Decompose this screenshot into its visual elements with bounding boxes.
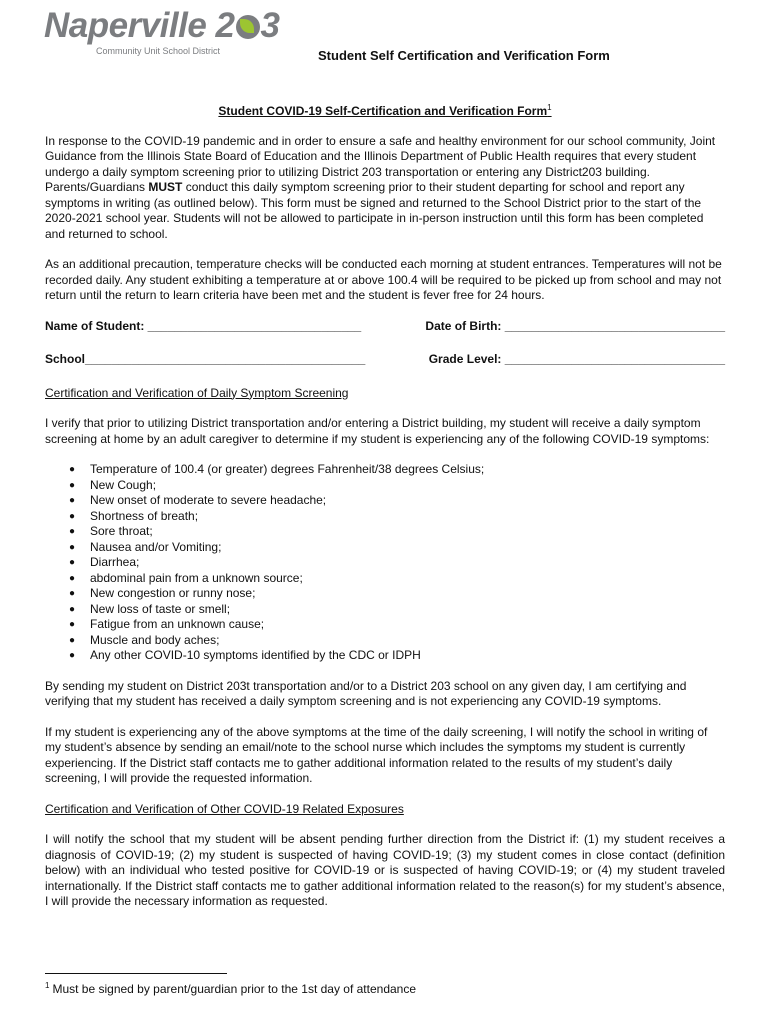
school-field[interactable]: School__________________________________________: [45, 352, 366, 366]
list-item: ● Fatigue from an unknown cause;: [69, 617, 725, 633]
footnote-ref[interactable]: 1: [547, 103, 552, 112]
student-name-field[interactable]: Name of Student: ________________________________: [45, 318, 362, 333]
notify-paragraph: If my student is experiencing any of the above symptoms at the time of the daily screening, I will notify the school in writing of my student’s absence by sending an email/note to the school nurse which includes the symptoms my student is currently experiencing. If the District staff contacts me to gather additional information related to the results of my student’s daily screening, I will provide the requested information.: [45, 724, 708, 785]
footnote-divider: [45, 973, 227, 974]
list-item: ● New congestion or runny nose;: [69, 586, 725, 602]
school-grade-row: [45, 352, 725, 368]
certify-paragraph: By sending my student on District 203t transportation and/or to a District 203 school on any given day, I am certifying and verifying that my student has received a daily symptom screening and is not experiencing any COVID-19 symptoms.: [45, 678, 687, 708]
logo-apple-icon: [236, 15, 260, 39]
list-item: ● Nausea and/or Vomiting;: [69, 540, 725, 556]
section-heading-symptom-screening: Certification and Verification of Daily Symptom Screening: [45, 385, 349, 400]
temperature-paragraph: As an additional precaution, temperature checks will be conducted each morning at student entrances. Temperatures will not be recorded daily. Any student exhibiting a temperature at or above 100.4 will be required to be picked up from school and may not return until the return to learn criteria have been met and the student is fever free for 24 hours.: [45, 257, 722, 302]
screening-intro: I verify that prior to utilizing District transportation and/or entering a District building, my student will receive a daily symptom screening at home by an adult caregiver to determine if my student is experiencing any of the following COVID-19 symptoms:: [45, 416, 710, 446]
list-item: ● Shortness of breath;: [69, 509, 725, 525]
symptom-list: [45, 462, 725, 664]
form-body: [45, 100, 725, 925]
list-item: ● New Cough;: [69, 478, 725, 494]
student-name-row: [45, 319, 725, 335]
form-title: Student COVID-19 Self-Certification and Verification Form$^1$: [218, 103, 552, 118]
list-item: ● Temperature of 100.4 (or greater) degrees Fahrenheit/38 degrees Celsius;: [69, 462, 725, 478]
exposures-paragraph: I will notify the school that my student will be absent pending further direction from the District if: (1) my student receives a diagnosis of COVID-19; (2) my student is suspected of having COVID-19; (3) my student comes in close contact (definition below) with an individual who tested positive for COVID-19 or is suspected of having COVID-19; or (4) my student traveled internationally. If the District staff contacts me to gather additional information related to the reason(s) for my student’s absence, I will provide the necessary information as requested.: [45, 832, 725, 908]
grade-level-field[interactable]: Grade Level: _________________________________: [428, 352, 725, 366]
intro-paragraph: In response to the COVID-19 pandemic and in order to ensure a safe and healthy environment for our school community, Joint Guidance from the Illinois State Board of Education and the Illinois Department of Public Health requires that every student undergo a daily symptom screening prior to utilizing District 203 transportation or entering any District203 building. Parents/Guardians MUST conduct this daily symptom screening prior to their student departing for school and report any symptoms in writing (as outlined below). This form must be signed and returned to the School District prior to the start of the 2020-2021 school year. Students will not be allowed to participate in in-person instruction until this form has been completed and returned to school.: [45, 133, 716, 241]
logo-wordmark: Naperville 2 3: [44, 6, 280, 45]
list-item: ● New onset of moderate to severe headache;: [69, 493, 725, 509]
date-of-birth-field[interactable]: Date of Birth: _________________________________: [425, 318, 725, 333]
list-item: ● Sore throat;: [69, 524, 725, 540]
district-logo: [44, 6, 280, 62]
section-heading-exposures: Certification and Verification of Other COVID-19 Related Exposures: [45, 801, 404, 816]
list-item: ● abdominal pain from a unknown source;: [69, 571, 725, 587]
footnote: $^1$ Must be signed by parent/guardian prior to the 1st day of attendance: [45, 981, 417, 996]
logo-subtitle: Community Unit School District: [96, 46, 221, 56]
list-item: ● Diarrhea;: [69, 555, 725, 571]
page-title: Student Self Certification and Verification Form: [318, 48, 610, 63]
list-item: ● Muscle and body aches;: [69, 633, 725, 649]
list-item: ● Any other COVID-10 symptoms identified by the CDC or IDPH: [69, 648, 725, 664]
list-item: ● New loss of taste or smell;: [69, 602, 725, 618]
